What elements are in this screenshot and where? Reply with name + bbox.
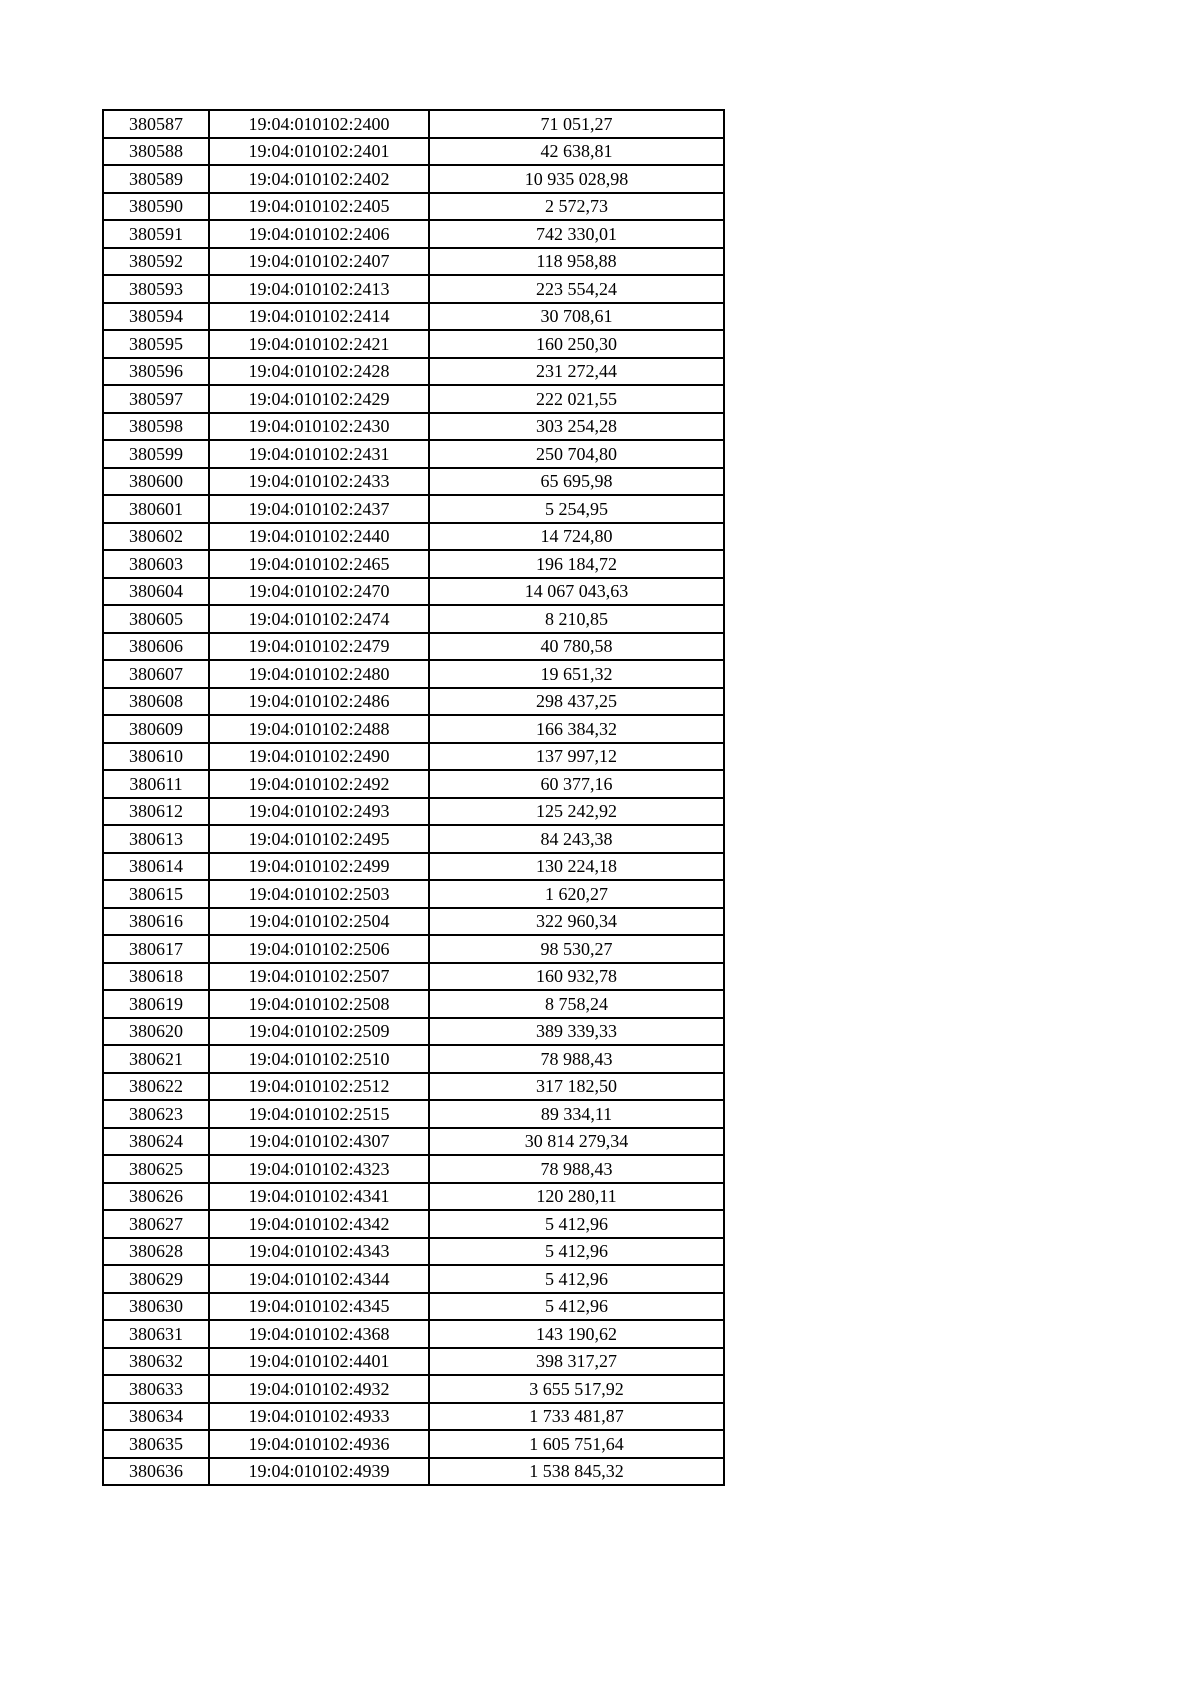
row-number-cell: 380604 [103,578,209,606]
value-cell: 5 412,96 [429,1293,724,1321]
value-cell: 1 538 845,32 [429,1458,724,1486]
cadastral-number-cell: 19:04:010102:2400 [209,110,429,138]
row-number-cell: 380621 [103,1045,209,1073]
row-number-cell: 380627 [103,1210,209,1238]
cadastral-number-cell: 19:04:010102:4307 [209,1128,429,1156]
value-cell: 30 814 279,34 [429,1128,724,1156]
row-number-cell: 380606 [103,633,209,661]
cadastral-number-cell: 19:04:010102:2402 [209,165,429,193]
table-row [103,1348,724,1376]
cadastral-number-cell: 19:04:010102:2486 [209,688,429,716]
value-cell: 8 758,24 [429,990,724,1018]
row-number-cell: 380589 [103,165,209,193]
table-row [103,1073,724,1101]
table-row [103,110,724,138]
table-row [103,1320,724,1348]
table-row [103,1293,724,1321]
cadastral-number-cell: 19:04:010102:2507 [209,963,429,991]
table-row [103,330,724,358]
cadastral-number-cell: 19:04:010102:4932 [209,1375,429,1403]
row-number-cell: 380626 [103,1183,209,1211]
table-row [103,303,724,331]
value-cell: 19 651,32 [429,660,724,688]
row-number-cell: 380615 [103,880,209,908]
row-number-cell: 380593 [103,275,209,303]
row-number-cell: 380590 [103,193,209,221]
table-row [103,935,724,963]
cadastral-number-cell: 19:04:010102:2431 [209,440,429,468]
table-row [103,715,724,743]
row-number-cell: 380597 [103,385,209,413]
table-row [103,495,724,523]
cadastral-number-cell: 19:04:010102:2508 [209,990,429,1018]
row-number-cell: 380603 [103,550,209,578]
row-number-cell: 380609 [103,715,209,743]
value-cell: 5 412,96 [429,1210,724,1238]
value-cell: 65 695,98 [429,468,724,496]
cadastral-number-cell: 19:04:010102:2510 [209,1045,429,1073]
value-cell: 5 412,96 [429,1238,724,1266]
table-row [103,385,724,413]
value-cell: 322 960,34 [429,908,724,936]
table-row [103,220,724,248]
value-cell: 742 330,01 [429,220,724,248]
row-number-cell: 380602 [103,523,209,551]
value-cell: 303 254,28 [429,413,724,441]
cadastral-number-cell: 19:04:010102:2488 [209,715,429,743]
value-cell: 222 021,55 [429,385,724,413]
value-cell: 3 655 517,92 [429,1375,724,1403]
row-number-cell: 380623 [103,1100,209,1128]
value-cell: 118 958,88 [429,248,724,276]
cadastral-number-cell: 19:04:010102:2413 [209,275,429,303]
value-cell: 137 997,12 [429,743,724,771]
table-row [103,1375,724,1403]
cadastral-number-cell: 19:04:010102:4936 [209,1430,429,1458]
table-row [103,660,724,688]
row-number-cell: 380587 [103,110,209,138]
value-cell: 160 932,78 [429,963,724,991]
row-number-cell: 380598 [103,413,209,441]
table-row [103,1155,724,1183]
table-row [103,743,724,771]
cadastral-number-cell: 19:04:010102:2401 [209,138,429,166]
row-number-cell: 380612 [103,798,209,826]
cadastral-number-cell: 19:04:010102:2506 [209,935,429,963]
value-cell: 71 051,27 [429,110,724,138]
table-row [103,468,724,496]
row-number-cell: 380614 [103,853,209,881]
cadastral-number-cell: 19:04:010102:4401 [209,1348,429,1376]
value-cell: 89 334,11 [429,1100,724,1128]
row-number-cell: 380608 [103,688,209,716]
cadastral-number-cell: 19:04:010102:2509 [209,1018,429,1046]
cadastral-number-cell: 19:04:010102:2421 [209,330,429,358]
table-row [103,1403,724,1431]
row-number-cell: 380624 [103,1128,209,1156]
table-row [103,1018,724,1046]
table-row [103,1458,724,1486]
table-row [103,1210,724,1238]
row-number-cell: 380613 [103,825,209,853]
value-cell: 398 317,27 [429,1348,724,1376]
row-number-cell: 380630 [103,1293,209,1321]
cadastral-number-cell: 19:04:010102:2499 [209,853,429,881]
cadastral-number-cell: 19:04:010102:2504 [209,908,429,936]
cadastral-number-cell: 19:04:010102:2490 [209,743,429,771]
value-cell: 40 780,58 [429,633,724,661]
value-cell: 42 638,81 [429,138,724,166]
table-row [103,1265,724,1293]
table-row [103,523,724,551]
row-number-cell: 380618 [103,963,209,991]
value-cell: 60 377,16 [429,770,724,798]
cadastral-number-cell: 19:04:010102:2440 [209,523,429,551]
row-number-cell: 380631 [103,1320,209,1348]
value-cell: 231 272,44 [429,358,724,386]
cadastral-number-cell: 19:04:010102:2493 [209,798,429,826]
value-cell: 5 412,96 [429,1265,724,1293]
value-cell: 317 182,50 [429,1073,724,1101]
row-number-cell: 380591 [103,220,209,248]
table-body [103,110,724,1485]
row-number-cell: 380619 [103,990,209,1018]
value-cell: 143 190,62 [429,1320,724,1348]
table-row [103,165,724,193]
cadastral-number-cell: 19:04:010102:2492 [209,770,429,798]
cadastral-number-cell: 19:04:010102:2503 [209,880,429,908]
row-number-cell: 380620 [103,1018,209,1046]
value-cell: 78 988,43 [429,1155,724,1183]
row-number-cell: 380635 [103,1430,209,1458]
table-row [103,880,724,908]
table-row [103,1238,724,1266]
row-number-cell: 380599 [103,440,209,468]
table-row [103,1128,724,1156]
cadastral-number-cell: 19:04:010102:2407 [209,248,429,276]
cadastral-number-cell: 19:04:010102:2480 [209,660,429,688]
table-row [103,440,724,468]
cadastral-number-cell: 19:04:010102:4343 [209,1238,429,1266]
row-number-cell: 380634 [103,1403,209,1431]
value-cell: 30 708,61 [429,303,724,331]
table-row [103,798,724,826]
row-number-cell: 380588 [103,138,209,166]
cadastral-number-cell: 19:04:010102:2479 [209,633,429,661]
table-row [103,825,724,853]
value-cell: 98 530,27 [429,935,724,963]
value-cell: 160 250,30 [429,330,724,358]
cadastral-number-cell: 19:04:010102:2405 [209,193,429,221]
row-number-cell: 380629 [103,1265,209,1293]
table-row [103,138,724,166]
table-row [103,963,724,991]
row-number-cell: 380594 [103,303,209,331]
row-number-cell: 380628 [103,1238,209,1266]
cadastral-number-cell: 19:04:010102:2495 [209,825,429,853]
value-cell: 84 243,38 [429,825,724,853]
value-cell: 1 620,27 [429,880,724,908]
row-number-cell: 380610 [103,743,209,771]
value-cell: 125 242,92 [429,798,724,826]
table-row [103,550,724,578]
cadastral-number-cell: 19:04:010102:2430 [209,413,429,441]
value-cell: 14 067 043,63 [429,578,724,606]
data-table [102,109,725,1486]
table-row [103,578,724,606]
row-number-cell: 380632 [103,1348,209,1376]
cadastral-number-cell: 19:04:010102:4341 [209,1183,429,1211]
table-row [103,1430,724,1458]
cadastral-number-cell: 19:04:010102:4939 [209,1458,429,1486]
cadastral-number-cell: 19:04:010102:2465 [209,550,429,578]
cadastral-number-cell: 19:04:010102:4933 [209,1403,429,1431]
cadastral-number-cell: 19:04:010102:2406 [209,220,429,248]
value-cell: 78 988,43 [429,1045,724,1073]
table-row [103,358,724,386]
row-number-cell: 380601 [103,495,209,523]
table-row [103,1045,724,1073]
cadastral-number-cell: 19:04:010102:2429 [209,385,429,413]
row-number-cell: 380600 [103,468,209,496]
cadastral-number-cell: 19:04:010102:2470 [209,578,429,606]
value-cell: 298 437,25 [429,688,724,716]
table-row [103,770,724,798]
row-number-cell: 380617 [103,935,209,963]
table-row [103,1100,724,1128]
value-cell: 2 572,73 [429,193,724,221]
value-cell: 1 733 481,87 [429,1403,724,1431]
cadastral-number-cell: 19:04:010102:2437 [209,495,429,523]
row-number-cell: 380592 [103,248,209,276]
value-cell: 120 280,11 [429,1183,724,1211]
cadastral-number-cell: 19:04:010102:2512 [209,1073,429,1101]
value-cell: 250 704,80 [429,440,724,468]
row-number-cell: 380596 [103,358,209,386]
table-row [103,853,724,881]
value-cell: 389 339,33 [429,1018,724,1046]
value-cell: 196 184,72 [429,550,724,578]
table-row [103,633,724,661]
cadastral-number-cell: 19:04:010102:2428 [209,358,429,386]
value-cell: 1 605 751,64 [429,1430,724,1458]
cadastral-number-cell: 19:04:010102:4345 [209,1293,429,1321]
table-row [103,688,724,716]
table-row [103,990,724,1018]
table-row [103,605,724,633]
row-number-cell: 380625 [103,1155,209,1183]
table-row [103,248,724,276]
row-number-cell: 380616 [103,908,209,936]
value-cell: 130 224,18 [429,853,724,881]
cadastral-number-cell: 19:04:010102:4323 [209,1155,429,1183]
value-cell: 8 210,85 [429,605,724,633]
cadastral-number-cell: 19:04:010102:2474 [209,605,429,633]
cadastral-number-cell: 19:04:010102:2414 [209,303,429,331]
value-cell: 5 254,95 [429,495,724,523]
value-cell: 166 384,32 [429,715,724,743]
row-number-cell: 380611 [103,770,209,798]
row-number-cell: 380605 [103,605,209,633]
row-number-cell: 380607 [103,660,209,688]
value-cell: 223 554,24 [429,275,724,303]
cadastral-number-cell: 19:04:010102:2515 [209,1100,429,1128]
cadastral-number-cell: 19:04:010102:2433 [209,468,429,496]
row-number-cell: 380595 [103,330,209,358]
table-row [103,275,724,303]
row-number-cell: 380633 [103,1375,209,1403]
row-number-cell: 380636 [103,1458,209,1486]
table-row [103,1183,724,1211]
table-row [103,908,724,936]
table-row [103,193,724,221]
value-cell: 14 724,80 [429,523,724,551]
value-cell: 10 935 028,98 [429,165,724,193]
cadastral-number-cell: 19:04:010102:4344 [209,1265,429,1293]
cadastral-number-cell: 19:04:010102:4368 [209,1320,429,1348]
row-number-cell: 380622 [103,1073,209,1101]
table-row [103,413,724,441]
cadastral-number-cell: 19:04:010102:4342 [209,1210,429,1238]
